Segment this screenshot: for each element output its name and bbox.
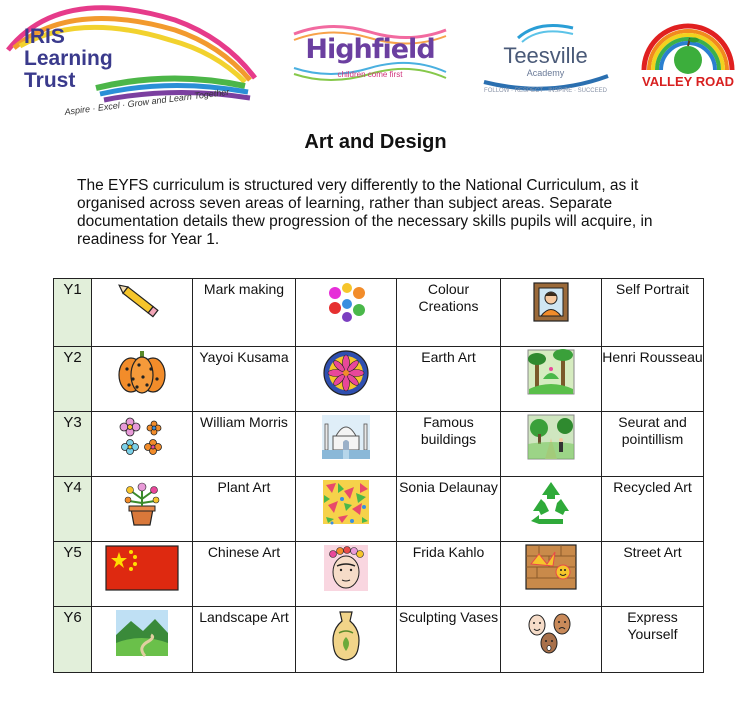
intro-paragraph: The EYFS curriculum is structured very differently to the National Curriculum, as it organised across seven areas of learning, rather than subject areas. Separate documentation details thew progression of the necessary skills pupils will acquire, in readiness for Year 1. [77, 177, 653, 248]
pattern-icon [322, 479, 370, 525]
topic-cell: Famous buildings [397, 412, 501, 477]
flowers-icon [117, 414, 167, 460]
table-row-y3 [54, 412, 704, 477]
faces-icon [526, 609, 576, 659]
rainbow-apple-icon [638, 10, 738, 105]
recycle-icon [527, 479, 575, 525]
topic-cell: Mark making [193, 279, 296, 347]
year-cell: Y2 [54, 347, 92, 412]
valley-road-name: VALLEY ROAD [642, 74, 734, 89]
iris-logo-line3: Trust [24, 69, 76, 92]
valley-road-logo [638, 10, 738, 105]
teesville-sub: Academy [526, 68, 565, 78]
potted-plant-icon [117, 479, 167, 527]
vase-icon [328, 609, 364, 663]
frida-face-icon [323, 544, 369, 592]
topic-cell: Seurat and pointillism [602, 412, 704, 477]
topic-cell: Landscape Art [193, 607, 296, 673]
year-cell: Y1 [54, 279, 92, 347]
portrait-icon [531, 281, 571, 323]
highfield-logo [290, 20, 450, 90]
year-cell: Y5 [54, 542, 92, 607]
pencil-icon [117, 281, 167, 325]
topic-cell: Plant Art [193, 477, 296, 542]
highfield-tagline: children come first [337, 70, 403, 79]
topic-cell: Sonia Delaunay [397, 477, 501, 542]
year-cell: Y6 [54, 607, 92, 673]
table-row-y2 [54, 347, 704, 412]
topic-cell: William Morris [193, 412, 296, 477]
curriculum-table [53, 278, 704, 673]
teesville-tagline: FOLLOW · RESPECT · INSPIRE · SUCCEED [484, 88, 607, 94]
iris-logo-tagline: Aspire · Excel · Grow and Learn Together [64, 86, 230, 117]
china-flag-icon [105, 544, 179, 592]
graffiti-wall-icon [525, 544, 577, 590]
park-painting-icon [527, 414, 575, 460]
page-title: Art and Design [304, 131, 447, 153]
topic-cell: Earth Art [397, 347, 501, 412]
topic-cell: Sculpting Vases [397, 607, 501, 673]
table-row-y4 [54, 477, 704, 542]
mandala-icon [321, 349, 371, 397]
year-cell: Y4 [54, 477, 92, 542]
teesville-name: Teesville [503, 43, 588, 68]
taj-mahal-icon [321, 414, 371, 460]
topic-cell: Henri Rousseau [602, 347, 704, 412]
topic-cell: Yayoi Kusama [193, 347, 296, 412]
landscape-icon [115, 609, 169, 657]
year-cell: Y3 [54, 412, 92, 477]
topic-cell: Recycled Art [602, 477, 704, 542]
iris-logo-line1: IRIS [24, 25, 65, 48]
topic-cell: Express Yourself [602, 607, 704, 673]
topic-cell: Self Portrait [602, 279, 704, 347]
iris-logo-line2: Learning [24, 47, 113, 70]
iris-learning-trust-logo [0, 0, 260, 125]
topic-cell: Frida Kahlo [397, 542, 501, 607]
teesville-academy-logo [478, 18, 613, 100]
highfield-name: Highfield [305, 34, 435, 65]
topic-cell: Street Art [602, 542, 704, 607]
table-row-y6 [54, 607, 704, 673]
jungle-icon [527, 349, 575, 395]
table-row-y1 [54, 279, 704, 347]
table-row-y5 [54, 542, 704, 607]
topic-cell: Chinese Art [193, 542, 296, 607]
colour-dots-icon [323, 281, 369, 325]
topic-cell: Colour Creations [397, 279, 501, 347]
dotted-pumpkin-icon [117, 349, 167, 395]
